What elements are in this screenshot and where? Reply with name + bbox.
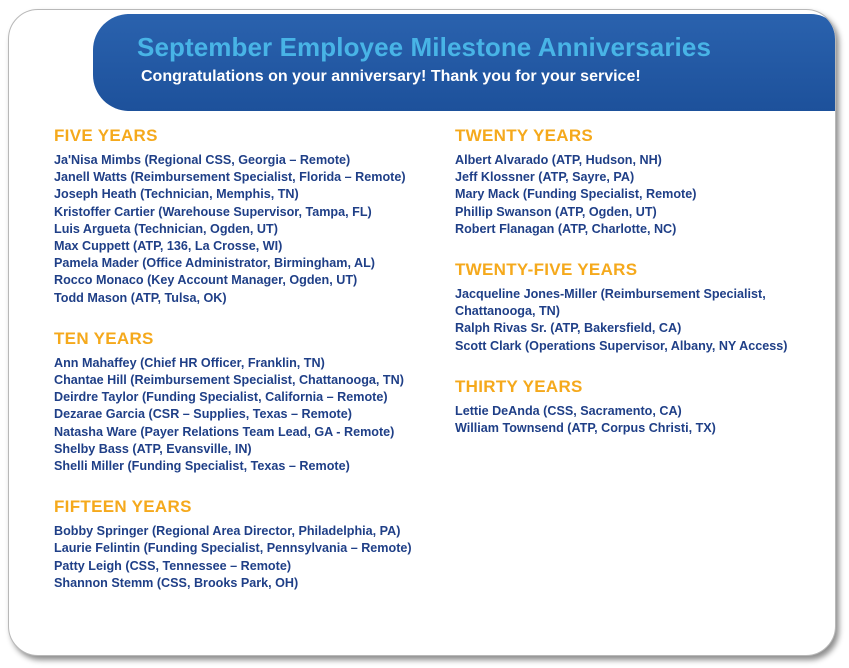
list-item: Kristoffer Cartier (Warehouse Supervisor, Tampa, FL)	[54, 204, 372, 219]
list-item: Ann Mahaffey (Chief HR Officer, Franklin, TN)	[54, 355, 325, 370]
section-heading: TWENTY YEARS	[455, 126, 594, 145]
list-item: Todd Mason (ATP, Tulsa, OK)	[54, 290, 227, 305]
list-item: Luis Argueta (Technician, Ogden, UT)	[54, 221, 278, 236]
entry-list	[54, 152, 444, 307]
list-item: Ralph Rivas Sr. (ATP, Bakersfield, CA)	[455, 321, 682, 336]
section-five-years	[54, 126, 444, 307]
list-item: Jeff Klossner (ATP, Sayre, PA)	[455, 170, 635, 185]
list-item: Shannon Stemm (CSS, Brooks Park, OH)	[54, 575, 299, 590]
list-item: Janell Watts (Reimbursement Specialist, Florida – Remote)	[54, 170, 406, 185]
list-item: Ja'Nisa Mimbs (Regional CSS, Georgia – Remote)	[54, 153, 351, 167]
entry-list	[455, 152, 835, 238]
list-item: Pamela Mader (Office Administrator, Birmingham, AL)	[54, 256, 375, 271]
entry-list	[455, 286, 835, 355]
section-heading: FIVE YEARS	[54, 126, 158, 145]
list-item: Deirdre Taylor (Funding Specialist, California – Remote)	[54, 390, 388, 405]
list-item: Mary Mack (Funding Specialist, Remote)	[455, 187, 697, 202]
section-fifteen-years	[54, 497, 444, 592]
section-thirty-years	[455, 377, 835, 437]
list-item: Jacqueline Jones-Miller (Reimbursement Specialist, Chattanooga, TN)	[455, 287, 766, 319]
list-item: Rocco Monaco (Key Account Manager, Ogden, UT)	[54, 273, 358, 288]
section-ten-years	[54, 329, 444, 475]
section-twenty-years	[455, 126, 835, 238]
right-column	[455, 126, 835, 459]
entry-list	[455, 403, 835, 437]
section-heading: FIFTEEN YEARS	[54, 497, 192, 517]
entry-list	[54, 523, 444, 592]
section-twenty-five-years	[455, 260, 835, 355]
list-item: William Townsend (ATP, Corpus Christi, TX)	[455, 421, 716, 436]
list-item: Scott Clark (Operations Supervisor, Albany, NY Access)	[455, 338, 788, 353]
list-item: Lettie DeAnda (CSS, Sacramento, CA)	[455, 403, 682, 418]
list-item: Laurie Felintin (Funding Specialist, Pennsylvania – Remote)	[54, 541, 412, 556]
list-item: Max Cuppett (ATP, 136, La Crosse, WI)	[54, 239, 283, 254]
list-item: Albert Alvarado (ATP, Hudson, NH)	[455, 153, 662, 167]
list-item: Natasha Ware (Payer Relations Team Lead, GA - Remote)	[54, 424, 395, 439]
section-heading: TEN YEARS	[54, 328, 154, 348]
page-title: September Employee Milestone Anniversaries	[137, 32, 712, 62]
list-item: Chantae Hill (Reimbursement Specialist, Chattanooga, TN)	[54, 373, 404, 388]
list-item: Shelby Bass (ATP, Evansville, IN)	[54, 441, 252, 456]
list-item: Dezarae Garcia (CSR – Supplies, Texas – Remote)	[54, 407, 352, 422]
list-item: Joseph Heath (Technician, Memphis, TN)	[54, 187, 299, 202]
milestone-card	[8, 9, 836, 656]
list-item: Robert Flanagan (ATP, Charlotte, NC)	[455, 221, 677, 236]
section-heading: THIRTY YEARS	[455, 376, 583, 396]
list-item: Phillip Swanson (ATP, Ogden, UT)	[455, 204, 657, 219]
section-heading: TWENTY-FIVE YEARS	[455, 260, 638, 280]
left-column	[54, 126, 444, 614]
list-item: Shelli Miller (Funding Specialist, Texas – Remote)	[54, 459, 350, 474]
list-item: Bobby Springer (Regional Area Director, Philadelphia, PA)	[54, 524, 401, 539]
page-subtitle: Congratulations on your anniversary! Thank you for your service!	[141, 68, 641, 85]
entry-list	[54, 355, 444, 475]
list-item: Patty Leigh (CSS, Tennessee – Remote)	[54, 558, 292, 573]
